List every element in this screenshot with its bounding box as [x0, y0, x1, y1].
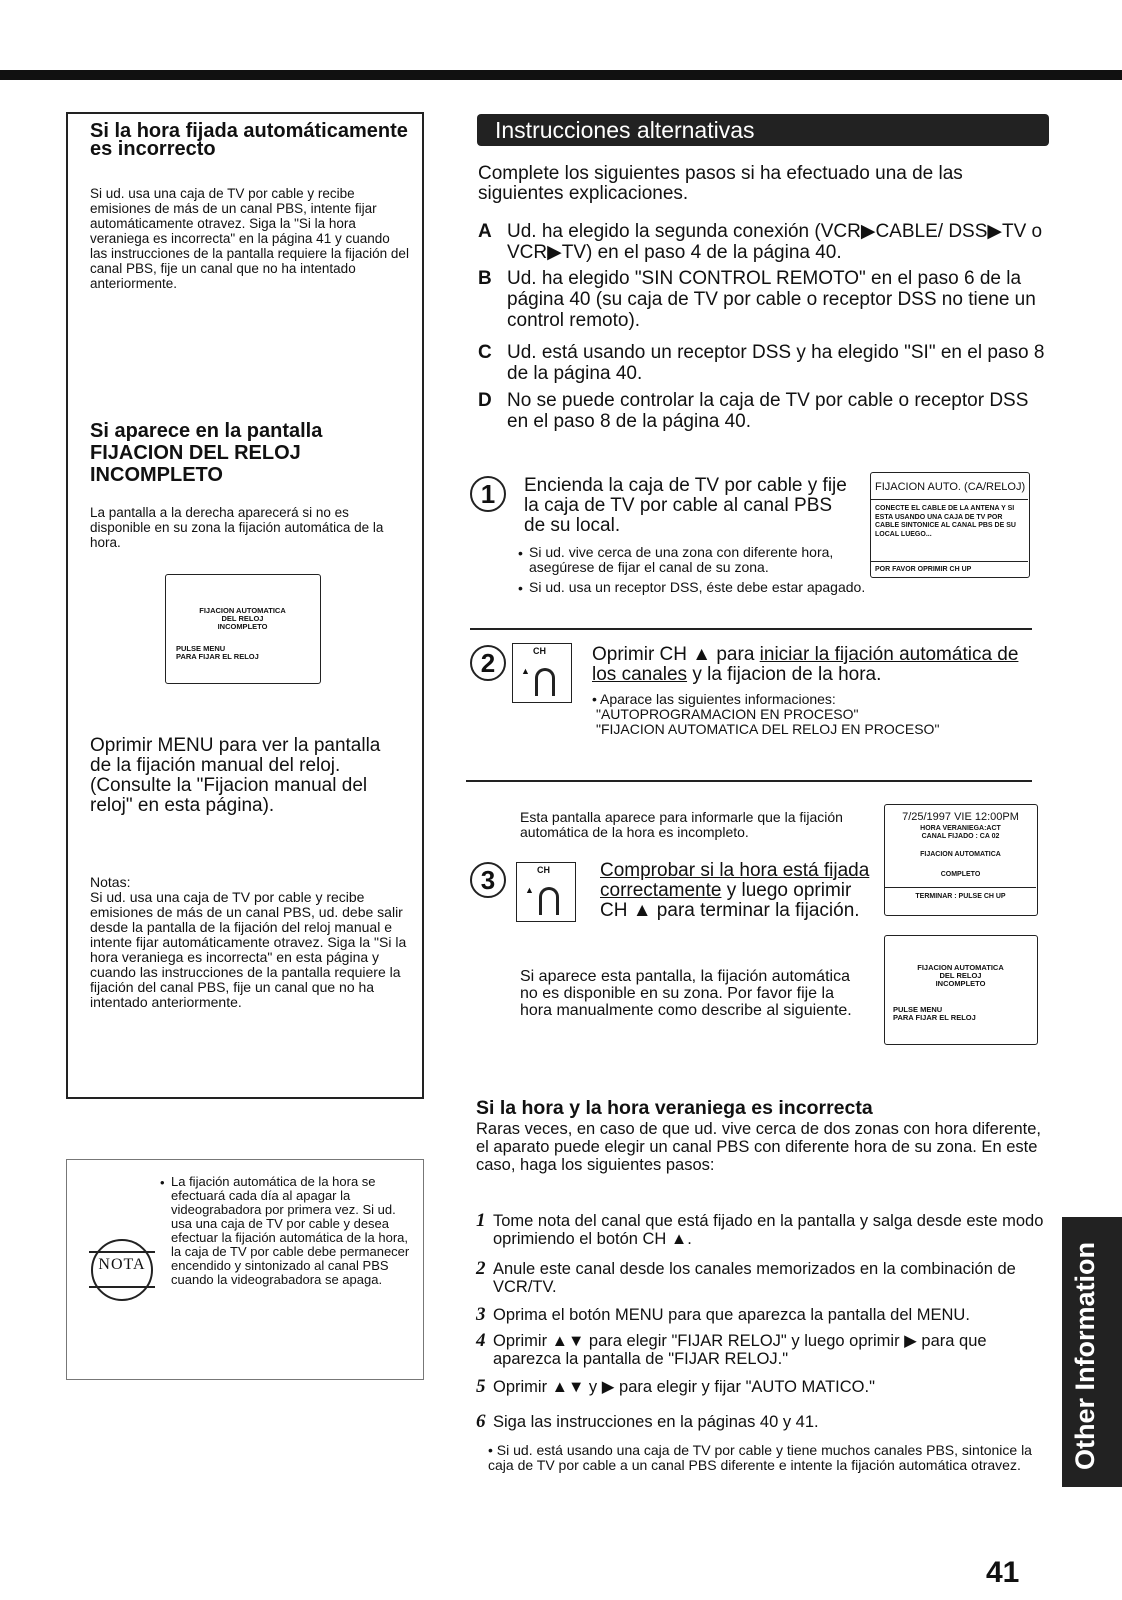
step-3-intro: Esta pantalla aparece para informarle que la fijación automática de la hora es incompleto.	[520, 809, 843, 840]
option-text: No se puede controlar la caja de TV por cable o receptor DSS en el paso 8 de la página 40.	[507, 390, 1029, 432]
option-letter: D	[478, 390, 492, 411]
step-divider	[466, 780, 1032, 782]
arrow-up-icon: ▲	[521, 666, 530, 676]
list-text: Oprimir ▲▼ y ▶ para elegir y fijar "AUTO MATICO."	[493, 1378, 875, 1396]
list-number: 5	[476, 1376, 486, 1397]
screen-line: FIJACION AUTOMATICA	[917, 963, 1004, 972]
nota-icon-line	[89, 1286, 155, 1288]
step-2-info-2: "FIJACION AUTOMATICA DEL RELOJ EN PROCESO"	[596, 721, 940, 737]
screen-line: DEL RELOJ	[221, 614, 264, 623]
screen-line: DEL RELOJ	[939, 971, 982, 980]
step-3-text-underlined: Comprobar si la hora está fijada correctamente	[600, 860, 870, 901]
screen-footer: POR FAVOR OPRIMIR CH UP	[875, 566, 972, 573]
para-hora-veraniega: Raras veces, en caso de que ud. vive cerca de dos zonas con hora diferente, el aparato puede elegir un canal PBS con diferente hora de su zona. En este caso, haga los siguientes pasos:	[476, 1120, 1042, 1174]
step-2-info-1: "AUTOPROGRAMACION EN PROCESO"	[596, 706, 859, 722]
option-text: Ud. está usando un receptor DSS y ha elegido "SI" en el paso 8 de la página 40.	[507, 342, 1045, 384]
para-hora-incorrecta: Si ud. usa una caja de TV por cable y recibe emisiones de más de un canal PBS, intente fijar automáticamente otravez. Siga la "Si la hora veraniega es incorrecta" en la página 41 y cuando las instrucciones de la pantalla requiere la fijación del canal PBS, fije un canal que no ha intentado anteriormente.	[90, 186, 409, 291]
screen-line: FIJACION AUTOMATICA	[199, 606, 286, 615]
top-rule	[0, 70, 1122, 80]
screen-body: CONECTE EL CABLE DE LA ANTENA Y SI ESTA USANDO UNA CAJA DE TV POR CABLE SINTONICE AL CANAL PBS DE SU LOCAL LUEGO...	[875, 505, 1016, 538]
nota-icon-line	[89, 1251, 155, 1253]
ch-label: CH	[533, 646, 546, 656]
step-1-bullet-2: Si ud. usa un receptor DSS, éste debe estar apagado.	[529, 579, 866, 595]
list-text: Oprimir ▲▼ para elegir "FIJAR RELOJ" y luego oprimir ▶ para que aparezca la pantalla de "FIJAR RELOJ."	[493, 1332, 987, 1368]
screen-line: INCOMPLETO	[935, 979, 986, 988]
heading-hora-incorrecta: Si la hora fijada automáticamente es incorrecto	[90, 120, 408, 160]
screen-divider	[871, 561, 1028, 562]
step-3-text-rest: y luego oprimir CH ▲ para terminar la fijación.	[600, 880, 860, 921]
step-3-number: 3	[470, 862, 506, 898]
step-divider	[470, 628, 1032, 630]
left-panel	[66, 112, 424, 1099]
option-letter: C	[478, 342, 492, 363]
list-text: Oprima el botón MENU para que aparezca la pantalla del MENU.	[493, 1306, 970, 1324]
heading-reloj-incompleto: Si aparece en la pantalla FIJACION DEL RELOJ INCOMPLETO	[90, 420, 323, 486]
list-text: Tome nota del canal que está fijado en la pantalla y salga desde este modo oprimiendo el botón CH ▲.	[493, 1212, 1044, 1248]
screen-line: PULSE MENU	[176, 644, 226, 653]
step-2-text-a: Oprimir CH ▲ para	[592, 644, 760, 665]
screen-line: PARA FIJAR EL RELOJ	[176, 652, 259, 661]
list-number: 1	[476, 1210, 486, 1231]
screen-line: HORA VERANIEGA:ACT	[920, 825, 1001, 832]
step-3-text	[600, 861, 870, 921]
finger-icon	[539, 887, 559, 915]
screen-divider	[871, 499, 1028, 500]
screen-fijacion-auto	[870, 472, 1030, 578]
list-subnote: • Si ud. está usando una caja de TV por cable y tiene muchos canales PBS, sintonice la caja de TV por cable a un canal PBS diferente e intente la fijación automática otravez.	[488, 1442, 1032, 1473]
para-oprimir-menu: Oprimir MENU para ver la pantalla de la fijación manual del reloj. (Consulte la "Fijacion manual del reloj" en esta página).	[90, 735, 381, 816]
step-2-bullet: • Aparace las siguientes informaciones:	[592, 691, 836, 707]
step-1-text: Encienda la caja de TV por cable y fije la caja de TV por cable al canal PBS de su local.	[524, 475, 847, 536]
screen-divider	[885, 887, 1036, 888]
screen-line: INCOMPLETO	[217, 622, 268, 631]
para-reloj-incompleto: La pantalla a la derecha aparecerá si no es disponible en su zona la fijación automática de la hora.	[90, 505, 384, 550]
screen-line: COMPLETO	[940, 871, 981, 878]
bullet-dot: •	[518, 580, 523, 596]
arrow-up-icon: ▲	[525, 885, 534, 895]
notes-title: Notas:	[90, 874, 131, 890]
step-1-bullet-1: Si ud. vive cerca de una zona con diferente hora, asegúrese de fijar el canal de su zona.	[529, 544, 834, 575]
step-2-text	[592, 645, 1032, 685]
step-3-note: Si aparece esta pantalla, la fijación automática no es disponible en su zona. Por favor fije la hora manualmente como describe al siguiente.	[520, 968, 852, 1019]
ch-label: CH	[537, 865, 550, 875]
option-text: Ud. ha elegido "SIN CONTROL REMOTO" en el paso 6 de la página 40 (su caja de TV por cable o receptor DSS no tiene un control remoto).	[507, 268, 1036, 331]
list-number: 3	[476, 1304, 486, 1325]
screen-title: FIJACION AUTO. (CA/RELOJ)	[875, 481, 1026, 493]
list-number: 4	[476, 1330, 486, 1351]
ch-up-button-icon	[512, 643, 572, 703]
screen-line: FIJACION AUTOMATICA	[920, 851, 1001, 858]
list-text: Siga las instrucciones en la páginas 40 y 41.	[493, 1413, 819, 1431]
heading-hora-veraniega: Si la hora y la hora veraniega es incorrecta	[476, 1097, 873, 1119]
screen-line: PULSE MENU	[893, 1005, 943, 1014]
step-2-text-underlined: iniciar la fijación automática de los canales	[592, 644, 1019, 685]
step-2-info	[592, 692, 1032, 737]
option-letter: A	[478, 221, 492, 242]
bullet-dot: •	[518, 545, 523, 561]
intro-text: Complete los siguientes pasos si ha efectuado una de las siguientes explicaciones.	[478, 163, 963, 204]
step-2-number: 2	[470, 645, 506, 681]
step-1-number: 1	[470, 476, 506, 512]
option-text: Ud. ha elegido la segunda conexión (VCR▶CABLE/ DSS▶TV o VCR▶TV) en el paso 4 de la página 40.	[507, 221, 1043, 263]
page-number: 41	[986, 1556, 1020, 1589]
list-number: 2	[476, 1258, 486, 1279]
screen-line: TERMINAR : PULSE CH UP	[915, 893, 1006, 900]
section-title-bar	[477, 114, 1049, 146]
step-2-text-b: y la fijacion de la hora.	[687, 664, 882, 685]
screen-completo	[884, 804, 1038, 916]
side-tab-label: Other Information	[1070, 1242, 1100, 1470]
list-text: Anule este canal desde los canales memorizados en la combinación de VCR/TV.	[493, 1260, 1016, 1296]
nota-text: La fijación automática de la hora se efectuará cada día al apagar la videograbadora por primera vez. Si ud. usa una caja de TV por cable y desea efectuar la fijación automática de la hora, la caja de TV por cable debe permanecer encendido y sintonizado al canal PBS cuando la videograbadora se apaga.	[171, 1174, 410, 1287]
screen-incompleto	[165, 574, 321, 684]
screen-line: PARA FIJAR EL RELOJ	[893, 1013, 976, 1022]
finger-icon	[535, 668, 555, 696]
notes-text: Si ud. usa una caja de TV por cable y recibe emisiones de más de un canal PBS, ud. debe salir desde la pantalla de la fijación del reloj manual e intente fijar automáticamente otravez. Siga la "Si la hora veraniega es incorrecta" en esta página y cuando las instrucciones de la pantalla requiere la fijación del canal PBS, fije un canal que no ha intentado anteriormente.	[90, 889, 407, 1010]
screen-date: 7/25/1997 VIE 12:00PM	[902, 811, 1019, 823]
nota-panel	[66, 1159, 424, 1380]
ch-up-button-icon	[516, 862, 576, 922]
list-number: 6	[476, 1411, 486, 1432]
section-title: Instrucciones alternativas	[495, 117, 755, 143]
option-letter: B	[478, 268, 492, 289]
nota-bullet: •	[160, 1175, 165, 1190]
screen-incompleto-right	[884, 935, 1038, 1045]
nota-label: NOTA	[98, 1256, 146, 1273]
screen-line: CANAL FIJADO : CA 02	[921, 833, 1000, 840]
